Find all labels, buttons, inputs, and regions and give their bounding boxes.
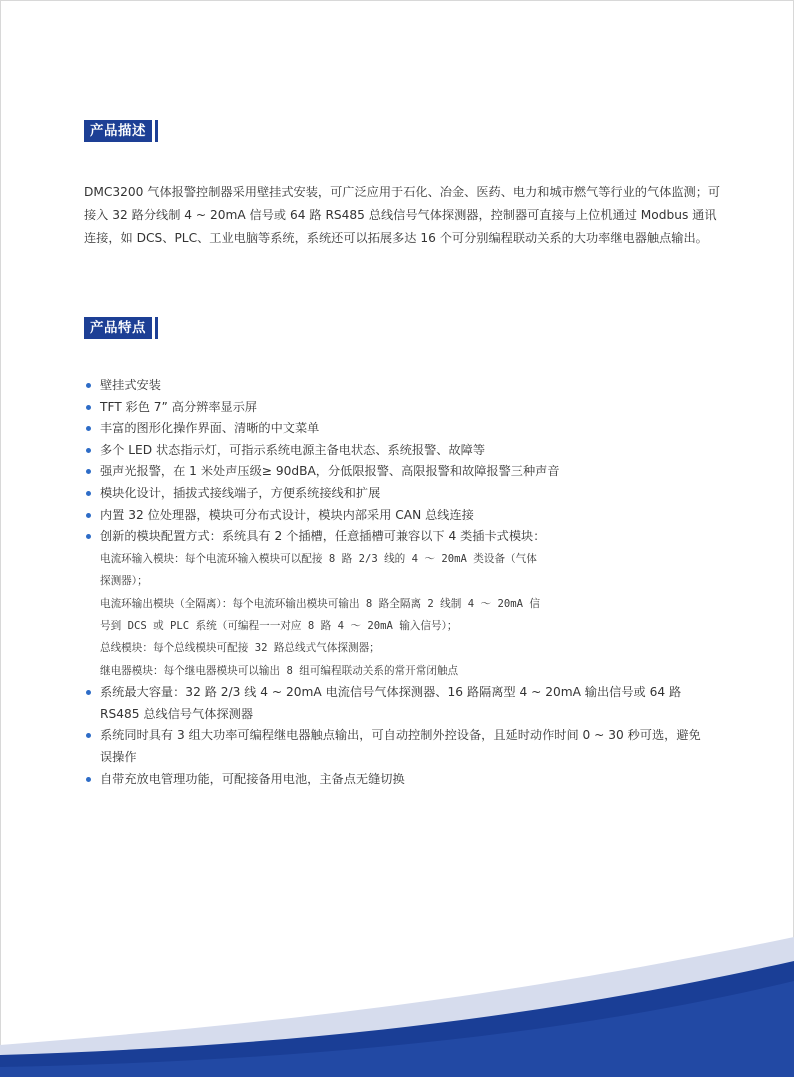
- feature-item: [84, 769, 704, 791]
- bullet-dot-icon: [86, 491, 91, 496]
- bullet-dot-icon: [86, 469, 91, 474]
- module-item: 号到 DCS 或 PLC 系统（可编程一一对应 8 路 4 ～ 20mA 输入信号）；: [100, 619, 458, 632]
- section-title-description: 产品描述: [84, 120, 152, 142]
- feature-item: [84, 375, 704, 397]
- feature-item: [84, 483, 704, 505]
- module-item: 电流环输入模块：每个电流环输入模块可以配接 8 路 2/3 线的 4 ～ 20mA 类设备（气体: [100, 552, 537, 565]
- feature-item-text: 自带充放电管理功能，可配接备用电池，主备点无缝切换: [100, 771, 405, 786]
- feature-item: [84, 725, 704, 768]
- feature-item: [84, 418, 704, 440]
- feature-item-text: 系统最大容量：32 路 2/3 线 4 ~ 20mA 电流信号气体探测器、16 路隔离型 4 ~ 20mA 输出信号或 64 路 RS485 总线信号气体探测器: [100, 685, 682, 721]
- feature-item: [84, 505, 704, 527]
- section-header-features: [84, 317, 158, 339]
- feature-item-text: 壁挂式安装: [100, 378, 161, 392]
- feature-item-text: 丰富的图形化操作界面、清晰的中文菜单: [100, 421, 320, 436]
- bullet-dot-icon: [86, 426, 91, 431]
- bullet-dot-icon: [86, 383, 91, 388]
- bullet-dot-icon: [86, 733, 91, 738]
- section-title-accent-bar: [155, 317, 158, 339]
- section-header-description: [84, 120, 158, 142]
- feature-item-text: 系统同时具有 3 组大功率可编程继电器触点输出，可自动控制外控设备，且延时动作时间 0 ~ 30 秒可选，避免误操作: [100, 728, 701, 764]
- module-list: [100, 548, 704, 682]
- bullet-dot-icon: [86, 513, 91, 518]
- bullet-dot-icon: [86, 448, 91, 453]
- product-description-text: DMC3200 气体报警控制器采用壁挂式安装，可广泛应用于石化、冶金、医药、电力和城市燃气等行业的气体监测；可接入 32 路分线制 4 ~ 20mA 信号或 64 路 RS485 总线信号气体探测器，控制器可直接与上位机通过 Modbus 通讯连接，如 DCS、PLC、工业电脑等系统，系统还可以拓展多达 16 个可分别编程联动关系的大功率继电器触点输出。: [84, 185, 721, 245]
- feature-item: [84, 397, 704, 419]
- bullet-dot-icon: [86, 690, 91, 695]
- bullet-dot-icon: [86, 534, 91, 539]
- bullet-dot-icon: [86, 777, 91, 782]
- feature-item: [84, 440, 704, 462]
- module-item: 继电器模块：每个继电器模块可以输出 8 组可编程联动关系的常开常闭触点: [100, 664, 459, 677]
- feature-item: [84, 682, 704, 725]
- feature-list: [84, 375, 704, 790]
- module-item: 总线模块：每个总线模块可配接 32 路总线式气体探测器；: [100, 642, 380, 655]
- feature-item-text: 内置 32 位处理器，模块可分布式设计，模块内部采用 CAN 总线连接: [100, 507, 474, 522]
- module-item: 电流环输出模块（全隔离）：每个电流环输出模块可输出 8 路全隔离 2 线制 4 ～ 20mA 信: [100, 597, 540, 610]
- section-title-features: 产品特点: [84, 317, 152, 339]
- section-title-accent-bar: [155, 120, 158, 142]
- bullet-dot-icon: [86, 405, 91, 410]
- module-item: 探测器）；: [100, 575, 148, 588]
- feature-item-text: 创新的模块配置方式：系统具有 2 个插槽，任意插槽可兼容以下 4 类插卡式模块：: [100, 529, 546, 544]
- feature-item-text: 强声光报警，在 1 米处声压级≥ 90dBA，分低限报警、高限报警和故障报警三种声音: [100, 464, 560, 479]
- feature-item-text: TFT 彩色 7” 高分辨率显示屏: [100, 399, 258, 414]
- feature-item: [84, 461, 704, 483]
- footer-wave-decoration: [0, 877, 794, 1077]
- feature-item-text: 多个 LED 状态指示灯，可指示系统电源主备电状态、系统报警、故障等: [100, 442, 486, 457]
- feature-item: [84, 526, 704, 682]
- feature-item-text: 模块化设计，插拔式接线端子，方便系统接线和扩展: [100, 485, 381, 500]
